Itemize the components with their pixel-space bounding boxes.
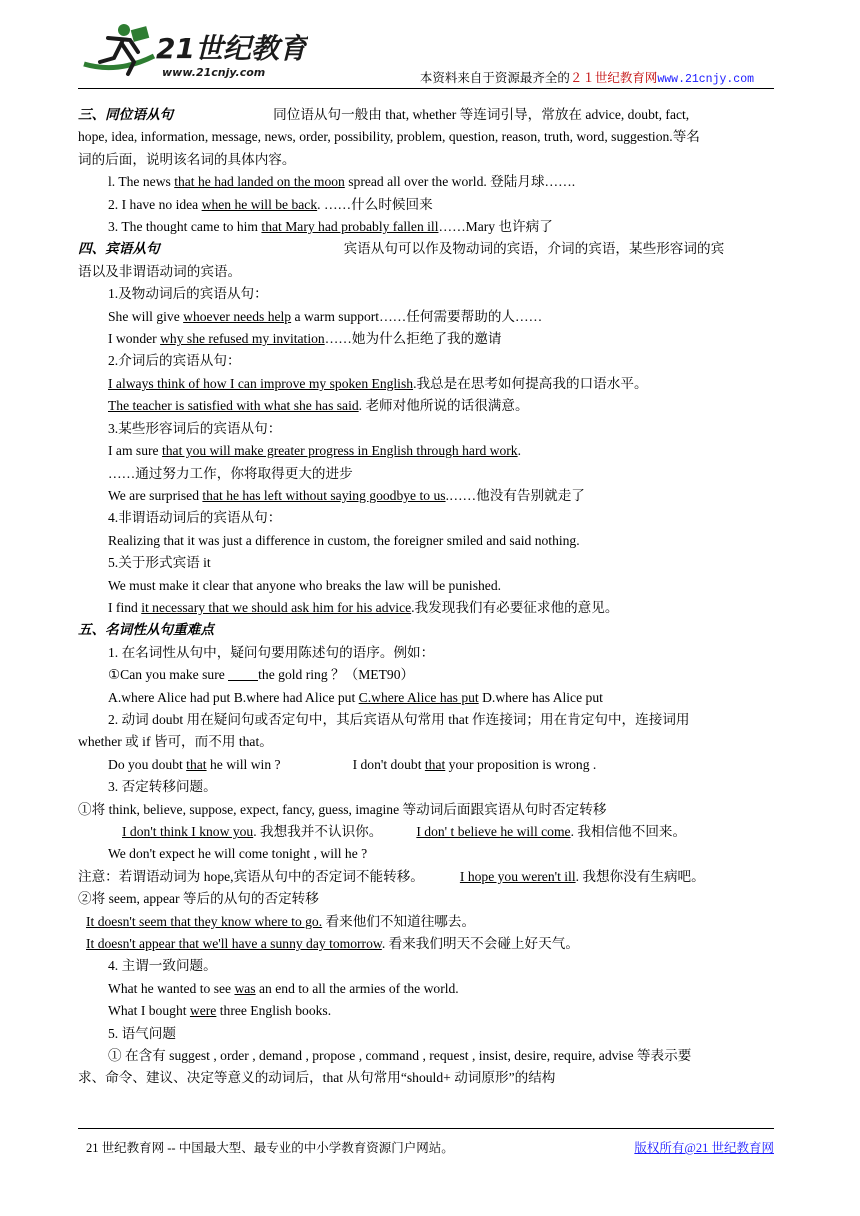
example-line: 2. I have no idea when he will be back. ……什么时候回来 <box>108 196 433 212</box>
subheading: 3.某些形容词后的宾语从句： <box>108 420 282 436</box>
section-heading: 三、同位语从句 同位语从句一般由 that, whether 等连词引导，常放在 advice, doubt, fact, <box>78 107 690 122</box>
example-line: We don't expect he will come tonight , will he ? <box>108 846 368 862</box>
example-line: 3. The thought came to him that Mary had probably fallen ill……Mary 也许病了 <box>108 219 553 235</box>
subheading: 5. 语气问题 <box>108 1025 176 1041</box>
subheading: 4.非谓语动词后的宾语从句： <box>108 510 282 526</box>
paragraph-line: ① 在含有 suggest , order , demand , propose , command , request , insist, desire, require, advise 等表示要 <box>108 1048 692 1064</box>
answer-blank <box>228 666 258 681</box>
paragraph-line: 语以及非谓语动词的宾语。 <box>78 263 242 279</box>
example-line: I don't think I know you. 我想我并不认识你。 I don' t believe he will come. 我相信他不回来。 <box>122 824 687 839</box>
example-line: I find it necessary that we should ask him for his advice.我发现我们有必要征求他的意见。 <box>108 599 619 615</box>
example-line: She will give whoever needs help a warm support……任何需要帮助的人…… <box>108 308 543 324</box>
subheading: 3. 否定转移问题。 <box>108 779 217 795</box>
paragraph-line: whether 或 if 皆可，而不用 that。 <box>78 734 273 750</box>
header-source-note: 本资料来自于资源最齐全的２１世纪教育网www.21cnjy.com <box>419 71 754 86</box>
example-line: I am sure that you will make greater progress in English through hard work. <box>108 443 522 459</box>
example-line: What he wanted to see was an end to all the armies of the world. <box>108 980 459 996</box>
page-header <box>78 18 782 86</box>
subheading: 2.介词后的宾语从句： <box>108 353 241 369</box>
example-line: Realizing that it was just a difference in custom, the foreigner smiled and said nothing. <box>108 532 580 548</box>
options-line: A.where Alice had put B.where had Alice put C.where Alice has put D.where has Alice put <box>108 689 603 705</box>
example-line: We are surprised that he has left without saying goodbye to us.……他没有告别就走了 <box>108 487 585 503</box>
example-line: l. The news that he had landed on the moon spread all over the world. 登陆月球……. <box>108 174 576 190</box>
footer-divider <box>78 1128 774 1129</box>
section-heading: 五、名词性从句重难点 <box>78 622 214 638</box>
subheading: 4. 主谓一致问题。 <box>108 958 217 974</box>
subheading: 5.关于形式宾语 it <box>108 555 211 571</box>
example-line: Do you doubt that he will win ? I don't doubt that your proposition is wrong . <box>108 756 597 772</box>
site-logo <box>78 18 308 84</box>
paragraph-line: 2. 动词 doubt 用在疑问句或否定句中，其后宾语从句常用 that 作连接词；用在肯定句中，连接词用 <box>108 711 690 727</box>
paragraph-line: ①将 think, believe, suppose, expect, fancy, guess, imagine 等动词后面跟宾语从句时否定转移 <box>78 801 607 817</box>
paragraph-line: hope, idea, information, message, news, order, possibility, problem, question, reason, truth, word, suggestion.等名 <box>78 129 700 145</box>
example-line: I always think of how I can improve my spoken English.我总是在思考如何提高我的口语水平。 <box>108 375 648 391</box>
section-heading: 四、宾语从句 宾语从句可以作及物动词的宾语，介词的宾语，某些形容词的宾 <box>78 241 725 257</box>
subheading: 1. 在名词性从句中，疑问句要用陈述句的语序。例如： <box>108 644 435 660</box>
example-line: I wonder why she refused my invitation……她为什么拒绝了我的邀请 <box>108 331 502 347</box>
note-line: 注意：若谓语动词为 hope,宾语从句中的否定词不能转移。 I hope you weren't ill. 我想你没有生病吧。 <box>78 868 705 884</box>
logo-text: 21世纪教育 <box>156 32 307 65</box>
logo-url: www.21cnjy.com <box>162 66 266 79</box>
example-line: We must make it clear that anyone who breaks the law will be punished. <box>108 577 502 593</box>
example-line: It doesn't appear that we'll have a sunny day tomorrow. 看来我们明天不会碰上好天气。 <box>86 936 579 952</box>
example-line: ……通过努力工作，你将取得更大的进步 <box>108 465 353 481</box>
copyright-link[interactable]: 版权所有@21 世纪教育网 <box>634 1141 774 1155</box>
paragraph-line: 词的后面，说明该名词的具体内容。 <box>78 151 296 167</box>
subheading: 1.及物动词后的宾语从句： <box>108 286 268 302</box>
footer-text: 21 世纪教育网 -- 中国最大型、最专业的中小学教育资源门户网站。 <box>86 1141 454 1155</box>
example-line: ①Can you make sure the gold ring ？（MET90） <box>108 667 415 683</box>
example-line: It doesn't seem that they know where to go. 看来他们不知道往哪去。 <box>86 913 476 929</box>
header-divider <box>78 88 774 89</box>
example-line: What I bought were three English books. <box>108 1003 332 1019</box>
document-body <box>78 104 778 1090</box>
paragraph-line: ②将 seem, appear 等后的从句的否定转移 <box>78 891 319 907</box>
paragraph-line: 求、命令、建议、决定等意义的动词后，that 从句常用“should+ 动词原形”的结构 <box>78 1070 556 1086</box>
example-line: The teacher is satisfied with what she has said. 老师对他所说的话很满意。 <box>108 398 529 414</box>
